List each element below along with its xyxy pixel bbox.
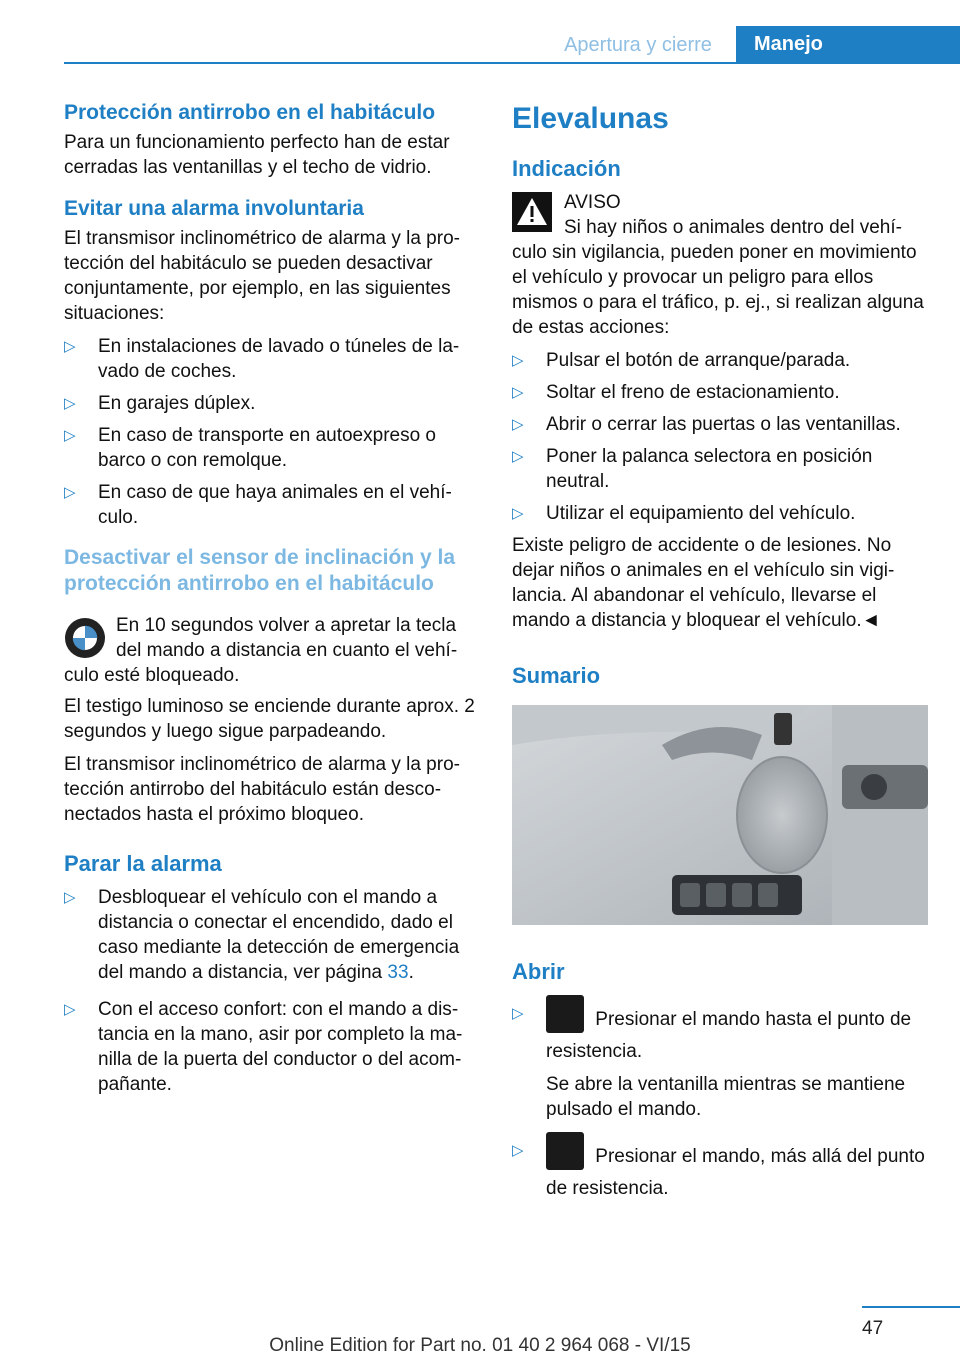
footer-edition: Online Edition for Part no. 01 40 2 964 068 - VI/15	[269, 1335, 691, 1356]
bullet-triangle-icon: ▷	[64, 1001, 76, 1018]
bullet-triangle-icon: ▷	[512, 1142, 524, 1159]
aviso-text: Si hay niños o animales dentro del vehículo sin vigilancia, pueden poner en movimiento el vehículo y provocar un peligro para ellos mismos o para el tráfico, p. ej., si realizan alguna de estas acciones:	[512, 217, 924, 338]
list-item: ▷ En garajes dúplex.	[64, 393, 256, 414]
heading-abrir: Abrir	[512, 959, 565, 984]
heading-evitar-alarma: Evitar una alarma involuntaria	[64, 197, 364, 220]
bullet-triangle-icon: ▷	[512, 384, 524, 401]
warning-block	[512, 190, 928, 215]
list-item: ▷ Presionar el mando, más allá del punto de resistencia.	[512, 1138, 928, 1201]
footer-rule	[862, 1306, 960, 1308]
heading-parar-alarma: Parar la alarma	[64, 851, 222, 876]
warning-triangle-icon	[512, 192, 552, 232]
bmw-key-instruction	[64, 613, 480, 688]
list-item: ▷ Presionar el mando hasta el punto de resistencia. Se abre la ventanilla mientras se mantiene pulsado el mando.	[512, 1001, 928, 1122]
para-evitar-alarma: El transmisor inclinométrico de alarma y la protección del habitáculo se pueden desactivar conjuntamente, por ejemplo, en las siguientes situaciones:	[64, 228, 460, 324]
bullet-triangle-icon: ▷	[64, 484, 76, 501]
parar-list	[64, 885, 480, 1097]
situaciones-list	[64, 334, 480, 530]
page-link-33[interactable]: 33	[387, 962, 409, 983]
para-desactivar-2: El testigo luminoso se enciende durante aprox. 2 segundos y luego sigue parpadeando.	[64, 696, 475, 742]
list-item: ▷ En instalaciones de lavado o túneles de lavado de coches.	[64, 336, 460, 382]
page-number: 47	[862, 1318, 884, 1339]
list-item: ▷ Abrir o cerrar las puertas o las ventanillas.	[512, 414, 901, 435]
bullet-triangle-icon: ▷	[512, 352, 524, 369]
list-item: ▷ Soltar el freno de estacionamiento.	[512, 382, 840, 403]
bmw-key-button-icon	[64, 617, 106, 659]
bullet-triangle-icon: ▷	[64, 427, 76, 444]
header-chapter-tab: Manejo	[736, 26, 960, 62]
bullet-triangle-icon: ▷	[512, 448, 524, 465]
heading-elevalunas: Elevalunas	[512, 102, 669, 135]
abrir-note: Se abre la ventanilla mientras se mantiene pulsado el mando.	[546, 1074, 906, 1120]
bullet-triangle-icon: ▷	[512, 505, 524, 522]
para-desactivar-3: El transmisor inclinométrico de alarma y la protección antirrobo del habitáculo están desconectados hasta el próximo bloqueo.	[64, 754, 460, 825]
acciones-list	[512, 348, 928, 526]
para-desactivar-1: En 10 segundos volver a apretar la tecla del mando a distancia en cuanto el vehículo esté bloqueado.	[64, 615, 458, 686]
bullet-triangle-icon: ▷	[512, 416, 524, 433]
header-section: Apertura y cierre	[564, 34, 712, 56]
left-column	[64, 100, 480, 1104]
list-item: ▷ Pulsar el botón de arranque/parada.	[512, 350, 851, 371]
aviso-label: AVISO	[564, 192, 621, 213]
list-item: ▷ Poner la palanca selectora en posición neutral.	[512, 446, 873, 492]
bullet-triangle-icon: ▷	[512, 1005, 524, 1022]
list-item: ▷ En caso de que haya animales en el vehículo.	[64, 482, 452, 528]
right-column	[512, 100, 928, 1208]
abrir-list	[512, 1001, 928, 1201]
window-switch-icon	[546, 995, 584, 1033]
list-item: ▷ Utilizar el equipamiento del vehículo.	[512, 503, 856, 524]
list-item: ▷ Desbloquear el vehículo con el mando a distancia o conectar el encendido, dado el caso mediante la detección de emergencia del mando a distancia, ver página 33.	[64, 887, 460, 983]
header-rule	[64, 62, 960, 64]
bullet-triangle-icon: ▷	[64, 395, 76, 412]
list-item: ▷ En caso de transporte en autoexpreso o barco o con remolque.	[64, 425, 437, 471]
para-peligro: Existe peligro de accidente o de lesiones. No dejar niños o animales en el vehículo sin vigilancia. Al abandonar el vehículo, llevarse el mando a distancia y bloquear el vehículo.◄	[512, 535, 895, 631]
heading-indicacion: Indicación	[512, 156, 621, 181]
bullet-triangle-icon: ▷	[64, 338, 76, 355]
heading-sumario: Sumario	[512, 663, 601, 688]
heading-proteccion: Protección antirrobo en el habitáculo	[64, 101, 436, 124]
heading-desactivar-sensor: Desactivar el sensor de inclinación y la protección antirrobo en el habitáculo	[64, 546, 456, 595]
window-switch-icon	[546, 1132, 584, 1170]
bullet-triangle-icon: ▷	[64, 889, 76, 906]
list-item: ▷ Con el acceso confort: con el mando a distancia en la mano, asir por completo la manilla de la puerta del conductor o del acompañante.	[64, 999, 463, 1095]
para-proteccion: Para un funcionamiento perfecto han de estar cerradas las ventanillas y el techo de vidrio.	[64, 132, 450, 178]
door-panel-photo	[512, 705, 928, 925]
